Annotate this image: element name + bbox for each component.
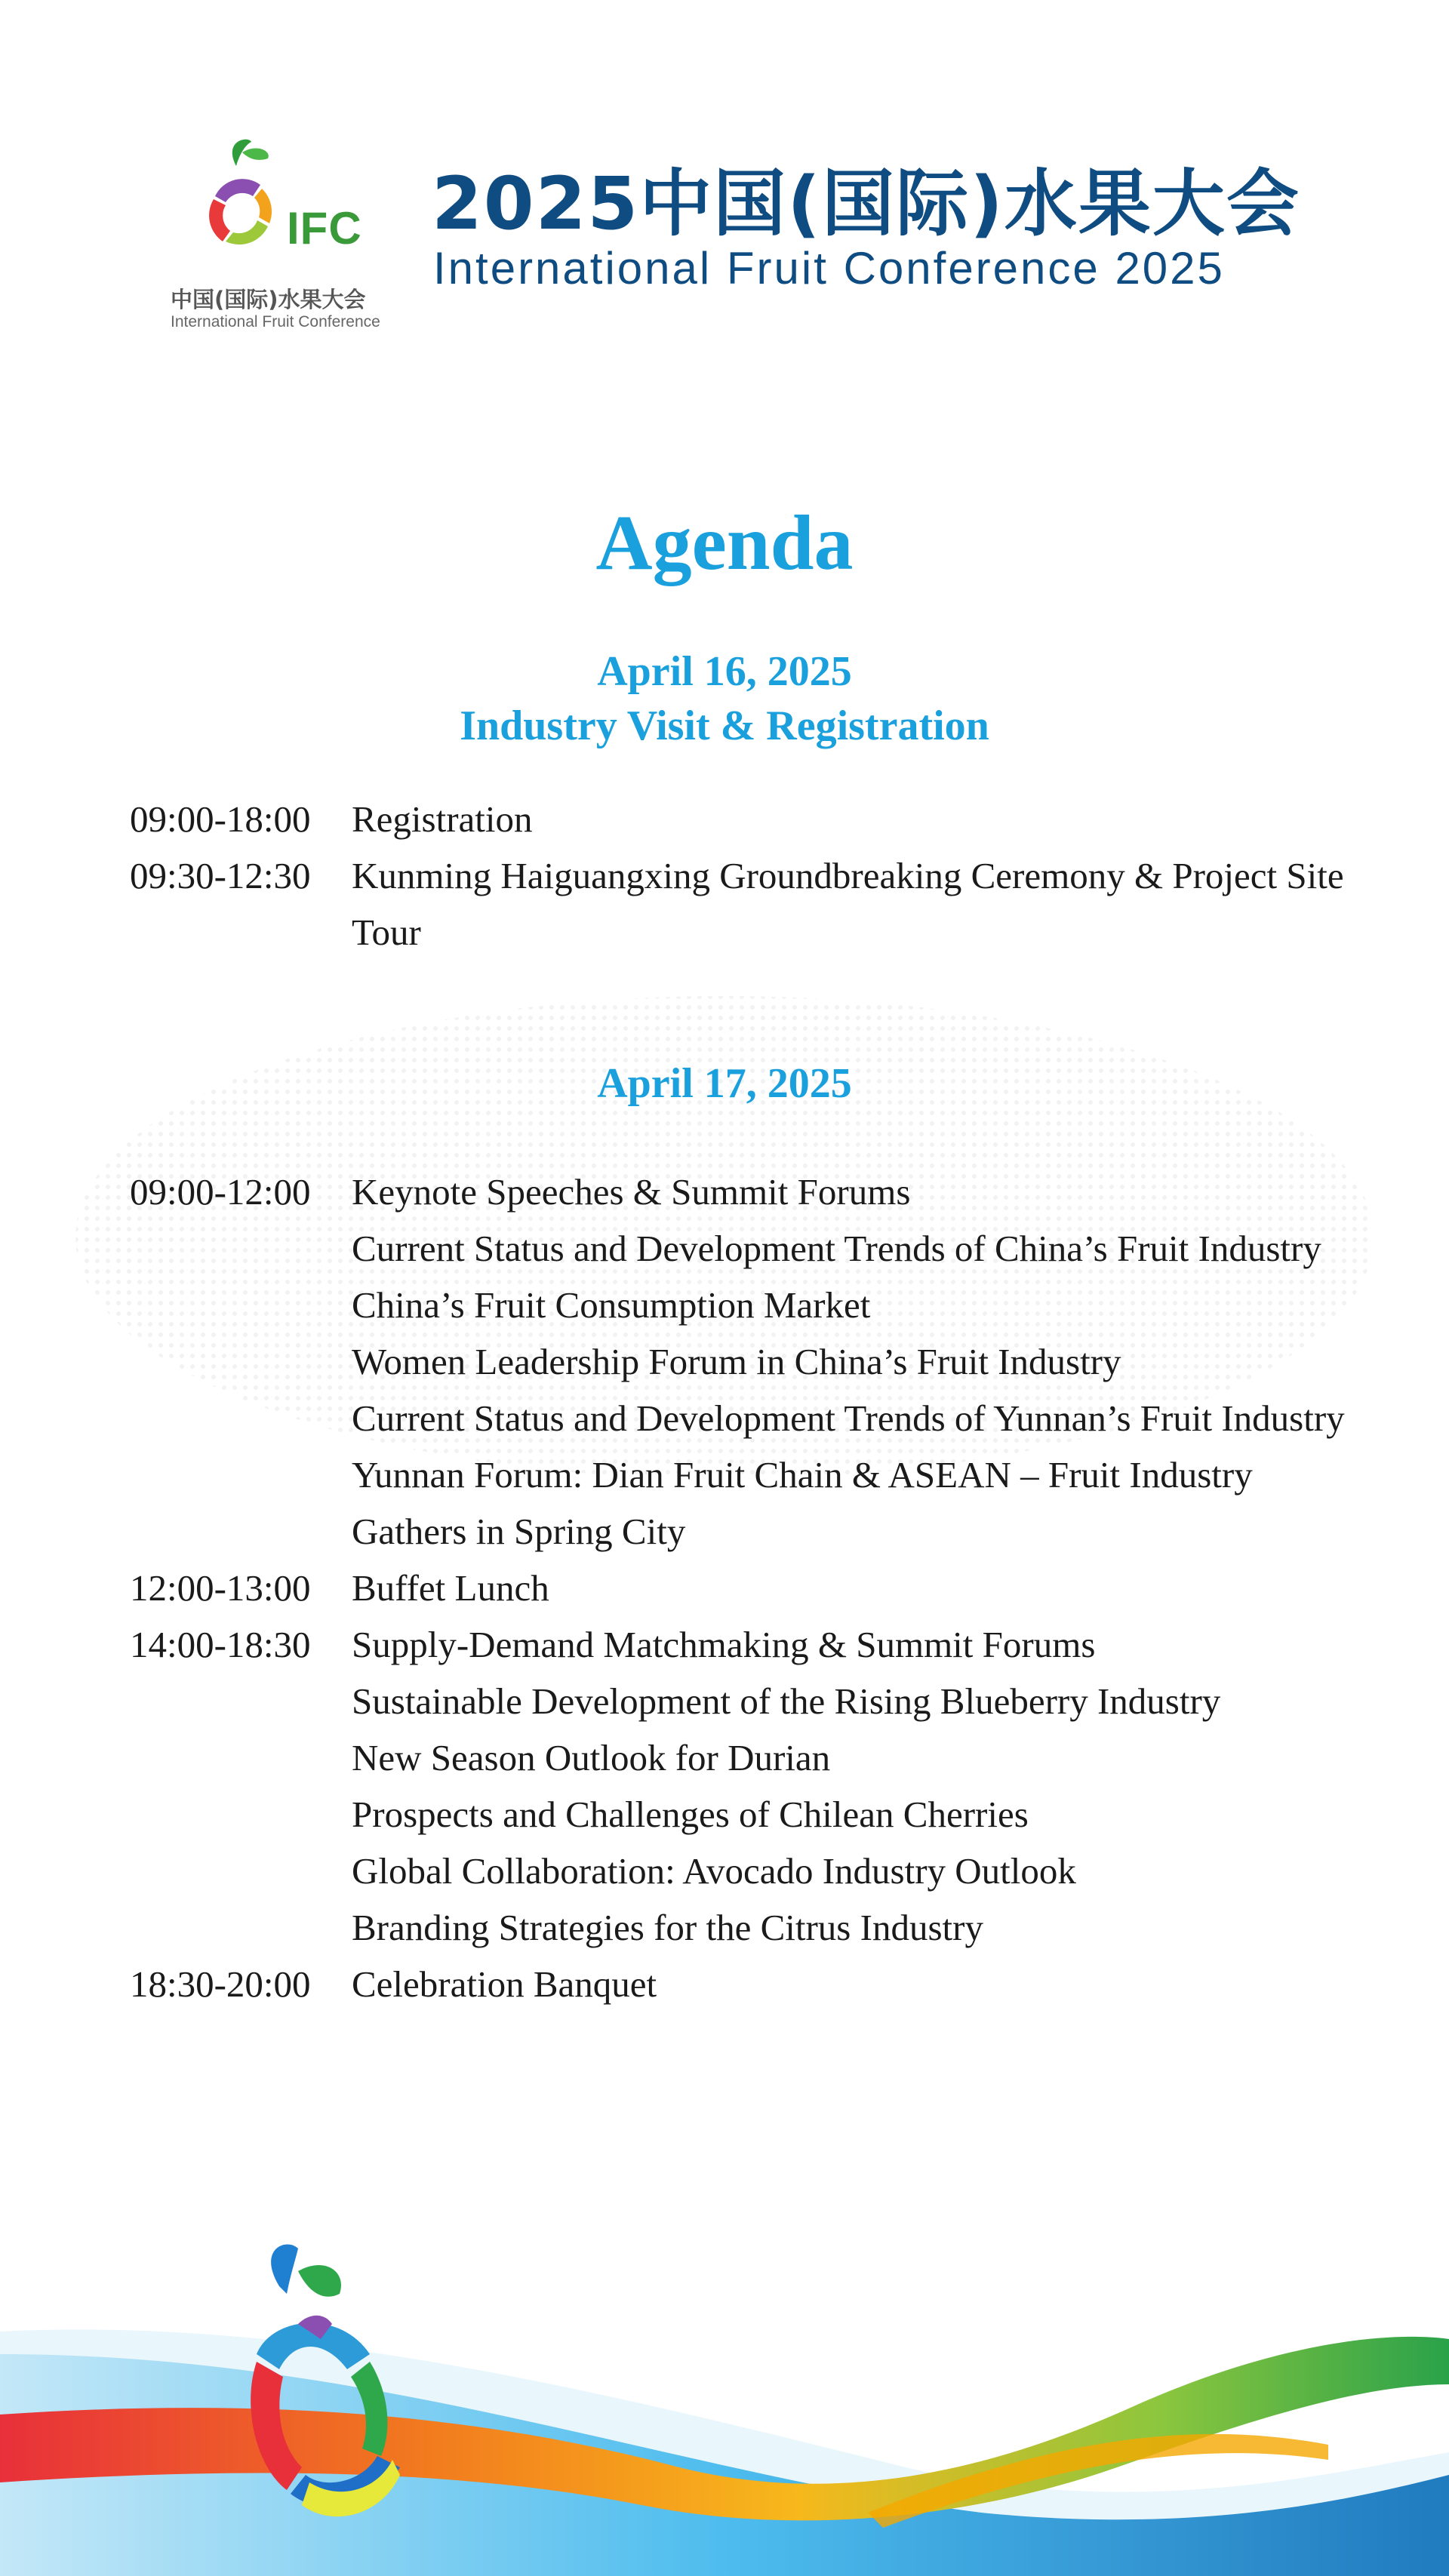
- day1-subtitle: Industry Visit & Registration: [460, 702, 989, 749]
- session-time: 09:30-12:30: [130, 855, 311, 896]
- session-item: Sustainable Development of the Rising Blueberry Industry: [352, 1680, 1221, 1722]
- ifc-logo: [166, 136, 392, 340]
- session-item: Prospects and Challenges of Chilean Cherries: [352, 1794, 1029, 1835]
- session-item: New Season Outlook for Durian: [352, 1737, 831, 1778]
- session-time: 09:00-18:00: [130, 798, 311, 840]
- day1-date: April 16, 2025: [597, 648, 852, 695]
- conference-title-chinese: 2025中国(国际)水果大会: [432, 161, 1300, 246]
- session-item: Current Status and Development Trends of China’s Fruit Industry: [352, 1228, 1321, 1269]
- decorative-ribbons: [0, 2226, 1449, 2576]
- session-item: Women Leadership Forum in China’s Fruit Industry: [352, 1341, 1121, 1382]
- fruit-logo-icon: [192, 136, 283, 264]
- schedule-row: [130, 847, 1367, 961]
- page-header: [0, 0, 1449, 362]
- fruit-mascot-icon: [226, 2241, 423, 2558]
- session-item: China’s Fruit Consumption Market: [352, 1284, 871, 1326]
- day2-schedule: [130, 1164, 1367, 2012]
- session-item: Branding Strategies for the Citrus Industry: [352, 1907, 983, 1948]
- session-item: Keynote Speeches & Summit Forums: [352, 1171, 911, 1213]
- session-item: Registration: [352, 798, 533, 840]
- logo-english-name: International Fruit Conference: [171, 313, 380, 330]
- schedule-row: [130, 1616, 1367, 1956]
- day1-schedule: [130, 791, 1367, 961]
- schedule-row: [130, 791, 1367, 847]
- logo-ifc-text: IFC: [287, 203, 362, 254]
- session-item: Global Collaboration: Avocado Industry Outlook: [352, 1850, 1076, 1892]
- session-item: Buffet Lunch: [352, 1567, 549, 1609]
- logo-chinese-name: 中国(国际)水果大会: [171, 287, 366, 312]
- session-item: Celebration Banquet: [352, 1963, 657, 2005]
- session-time: 09:00-12:00: [130, 1171, 311, 1213]
- schedule-row: [130, 1956, 1367, 2012]
- session-item: Supply-Demand Matchmaking & Summit Forums: [352, 1624, 1096, 1665]
- session-time: 14:00-18:30: [130, 1624, 311, 1665]
- day2-date: April 17, 2025: [597, 1060, 852, 1107]
- session-item: Kunming Haiguangxing Groundbreaking Ceremony & Project Site Tour: [352, 855, 1344, 953]
- session-time: 12:00-13:00: [130, 1567, 311, 1609]
- session-item: Yunnan Forum: Dian Fruit Chain & ASEAN – Fruit Industry Gathers in Spring City: [352, 1454, 1253, 1552]
- conference-title-english: International Fruit Conference 2025: [433, 243, 1225, 294]
- agenda-title: Agenda: [595, 500, 854, 586]
- schedule-row: [130, 1164, 1367, 1560]
- schedule-row: [130, 1560, 1367, 1616]
- session-time: 18:30-20:00: [130, 1963, 311, 2005]
- session-item: Current Status and Development Trends of Yunnan’s Fruit Industry: [352, 1397, 1345, 1439]
